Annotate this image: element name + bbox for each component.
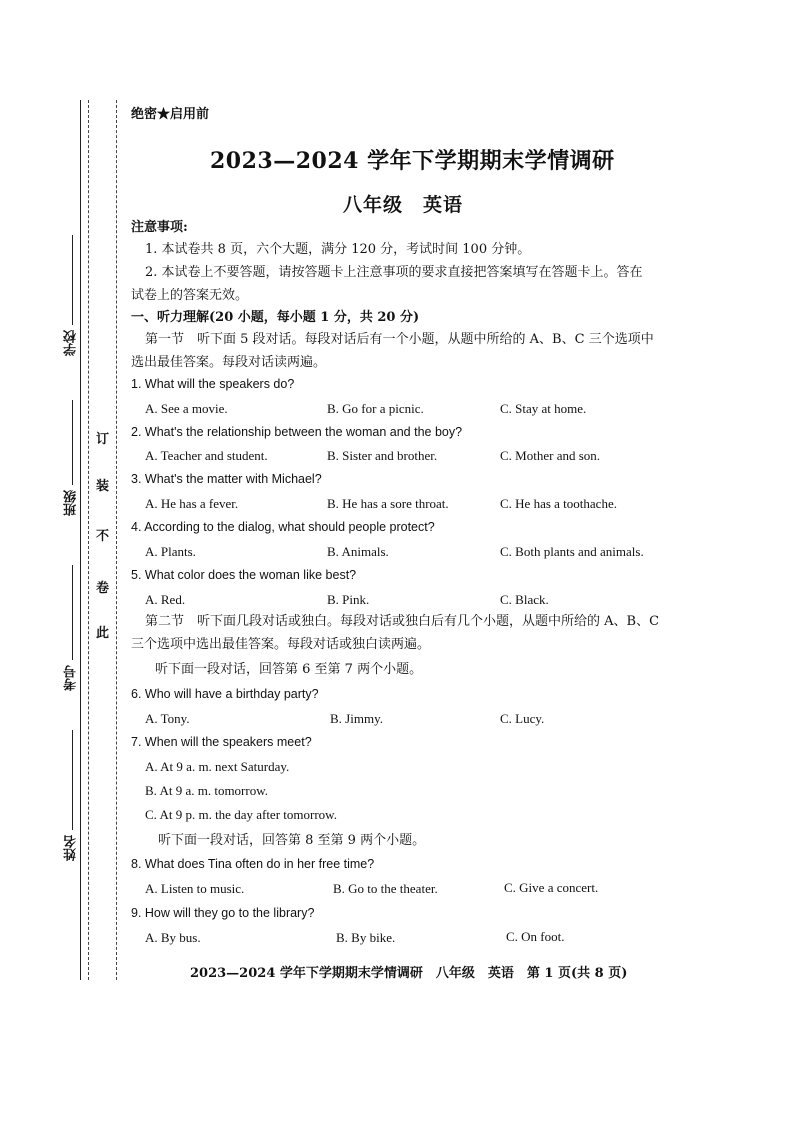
q3-option-c[interactable]: C. He has a toothache. bbox=[500, 496, 617, 511]
q5-stem: 5. What color does the woman like best? bbox=[131, 568, 357, 582]
class-field-line[interactable] bbox=[72, 400, 73, 485]
q1-option-a[interactable]: A. See a movie. bbox=[145, 401, 228, 416]
q9-option-c[interactable]: C. On foot. bbox=[506, 929, 565, 944]
part1-instruction-b: 选出最佳答案。每段对话读两遍。 bbox=[131, 355, 327, 370]
q5-option-c[interactable]: C. Black. bbox=[500, 592, 549, 607]
part2-instruction-a: 第二节 听下面几段对话或独白。每段对话或独白后有几个小题，从题中所给的 A、B、C bbox=[145, 614, 660, 629]
seal-char-3: 不 bbox=[96, 529, 110, 544]
part1-instruction-a: 第一节 听下面 5 段对话。每段对话后有一个小题，从题中所给的 A、B、C 三个选项中 bbox=[145, 332, 654, 347]
seal-char-5: 订 bbox=[96, 432, 110, 447]
q3-option-a[interactable]: A. He has a fever. bbox=[145, 496, 239, 511]
q6-option-c[interactable]: C. Lucy. bbox=[500, 711, 545, 726]
q7-stem: 7. When will the speakers meet? bbox=[131, 735, 312, 749]
confidential-label: 绝密★启用前 bbox=[131, 107, 210, 122]
seal-char-4: 装 bbox=[96, 479, 110, 494]
notice-line-2b: 试卷上的答案无效。 bbox=[131, 288, 249, 303]
q1-option-c[interactable]: C. Stay at home. bbox=[500, 401, 587, 416]
q4-stem: 4. According to the dialog, what should people protect? bbox=[131, 520, 435, 534]
q3-stem: 3. What's the matter with Michael? bbox=[131, 472, 322, 486]
q4-option-a[interactable]: A. Plants. bbox=[145, 544, 196, 559]
q8-option-b[interactable]: B. Go to the theater. bbox=[333, 881, 438, 896]
q1-stem: 1. What will the speakers do? bbox=[131, 377, 295, 391]
seal-char-1: 此 bbox=[96, 626, 110, 641]
seal-char-2: 卷 bbox=[96, 581, 110, 596]
part2-instruction-b: 三个选项中选出最佳答案。每段对话或独白读两遍。 bbox=[131, 637, 431, 652]
exam-subtitle: 八年级 英语 bbox=[343, 194, 464, 216]
q3-option-b[interactable]: B. He has a sore throat. bbox=[327, 496, 449, 511]
q1-option-b[interactable]: B. Go for a picnic. bbox=[327, 401, 424, 416]
q4-option-b[interactable]: B. Animals. bbox=[327, 544, 389, 559]
q2-option-a[interactable]: A. Teacher and student. bbox=[145, 448, 268, 463]
name-label: 姓名 bbox=[64, 835, 79, 861]
page-footer: 2023—2024 学年下学期期末学情调研 八年级 英语 第 1 页(共 8 页) bbox=[190, 966, 628, 981]
q8-option-c[interactable]: C. Give a concert. bbox=[504, 880, 599, 895]
q6-option-b[interactable]: B. Jimmy. bbox=[330, 711, 383, 726]
school-label: 学校 bbox=[64, 330, 79, 356]
q2-option-b[interactable]: B. Sister and brother. bbox=[327, 448, 438, 463]
q9-option-b[interactable]: B. By bike. bbox=[336, 930, 396, 945]
q8-stem: 8. What does Tina often do in her free time? bbox=[131, 857, 375, 871]
q9-stem: 9. How will they go to the library? bbox=[131, 906, 315, 920]
instruction-q6-q7: 听下面一段对话，回答第 6 至第 7 两个小题。 bbox=[155, 662, 423, 677]
q7-option-a[interactable]: A. At 9 a. m. next Saturday. bbox=[145, 759, 290, 774]
instruction-q8-q9: 听下面一段对话，回答第 8 至第 9 两个小题。 bbox=[158, 833, 426, 848]
name-field-line[interactable] bbox=[72, 730, 73, 830]
class-label: 班级 bbox=[64, 490, 79, 516]
q2-option-c[interactable]: C. Mother and son. bbox=[500, 448, 601, 463]
notice-line-1: 1. 本试卷共 8 页，六个大题，满分 120 分，考试时间 100 分钟。 bbox=[145, 242, 531, 257]
q6-option-a[interactable]: A. Tony. bbox=[145, 711, 190, 726]
seal-dashed-line bbox=[116, 100, 117, 980]
q2-stem: 2. What's the relationship between the woman and the boy? bbox=[131, 425, 463, 439]
q4-option-c[interactable]: C. Both plants and animals. bbox=[500, 544, 644, 559]
q5-option-a[interactable]: A. Red. bbox=[145, 592, 186, 607]
exam-title: 2023—2024 学年下学期期末学情调研 bbox=[210, 148, 615, 174]
binding-dashed-line bbox=[88, 100, 89, 980]
q5-option-b[interactable]: B. Pink. bbox=[327, 592, 370, 607]
exam-number-field-line[interactable] bbox=[72, 565, 73, 660]
q8-option-a[interactable]: A. Listen to music. bbox=[145, 881, 245, 896]
school-field-line[interactable] bbox=[72, 235, 73, 325]
q6-stem: 6. Who will have a birthday party? bbox=[131, 687, 319, 701]
notice-line-2a: 2. 本试卷上不要答题，请按答题卡上注意事项的要求直接把答案填写在答题卡上。答在 bbox=[145, 265, 643, 280]
section1-heading: 一、听力理解(20 小题，每小题 1 分，共 20 分) bbox=[131, 310, 420, 325]
q7-option-c[interactable]: C. At 9 p. m. the day after tomorrow. bbox=[145, 807, 337, 822]
q9-option-a[interactable]: A. By bus. bbox=[145, 930, 201, 945]
exam-number-label: 考号 bbox=[64, 665, 79, 691]
notice-heading: 注意事项: bbox=[131, 220, 188, 235]
q7-option-b[interactable]: B. At 9 a. m. tomorrow. bbox=[145, 783, 269, 798]
